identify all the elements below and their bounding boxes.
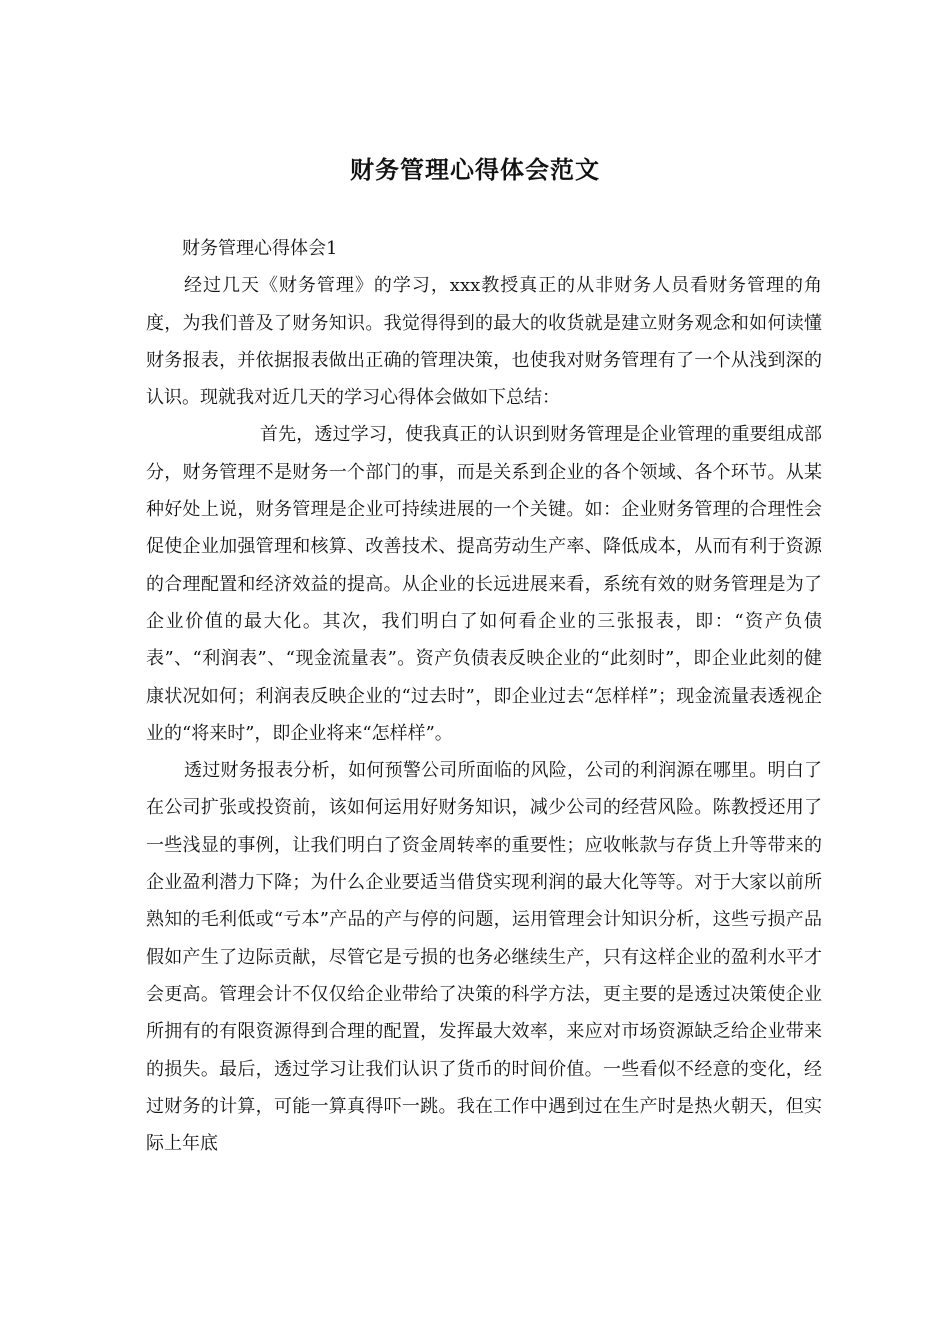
document-title: 财务管理心得体会范文	[350, 155, 600, 184]
paragraph-intro: 经过几天《财务管理》的学习，xxx教授真正的从非财务人员看财务管理的角度，为我们普及了财务知识。我觉得得到的最大的收货就是建立财务观念和如何读懂财务报表，并依据报表做出正确的管理决策，也使我对财务管理有了一个从浅到深的认识。现就我对近几天的学习心得体会做如下总结：	[146, 275, 822, 409]
document-body	[146, 230, 822, 1162]
section-heading: 财务管理心得体会1	[182, 238, 338, 259]
paragraph-first: 首先，透过学习，使我真正的认识到财务管理是企业管理的重要组成部分，财务管理不是财务一个部门的事，而是关系到企业的各个领域、各个环节。从某种好处上说，财务管理是企业可持续进展的一个关键。如：企业财务管理的合理性会促使企业加强管理和核算、改善技术、提高劳动生产率、降低成本，从而有利于资源的合理配置和经济效益的提高。从企业的长远进展来看，系统有效的财务管理是为了企业价值的最大化。其次，我们明白了如何看企业的三张报表，即：“资产负债表”、“利润表”、“现金流量表”。资产负债表反映企业的“此刻时”，即企业此刻的健康状况如何；利润表反映企业的“过去时”，即企业过去“怎样样”；现金流量表透视企业的“将来时”，即企业将来“怎样样”。	[146, 424, 822, 744]
paragraph-second: 透过财务报表分析，如何预警公司所面临的风险，公司的利润源在哪里。明白了在公司扩张或投资前，该如何运用好财务知识，减少公司的经营风险。陈教授还用了一些浅显的事例，让我们明白了资金周转率的重要性；应收帐款与存货上升等带来的企业盈利潜力下降；为什么企业要适当借贷实现利润的最大化等等。对于大家以前所熟知的毛利低或“亏本”产品的产与停的问题，运用管理会计知识分析，这些亏损产品假如产生了边际贡献，尽管它是亏损的也务必继续生产，只有这样企业的盈利水平才会更高。管理会计不仅仅给企业带给了决策的科学方法，更主要的是透过决策使企业所拥有的有限资源得到合理的配置，发挥最大效率，来应对市场资源缺乏给企业带来的损失。最后，透过学习让我们认识了货币的时间价值。一些看似不经意的变化，经过财务的计算，可能一算真得吓一跳。我在工作中遇到过在生产时是热火朝天，但实际上年底	[146, 760, 822, 1155]
